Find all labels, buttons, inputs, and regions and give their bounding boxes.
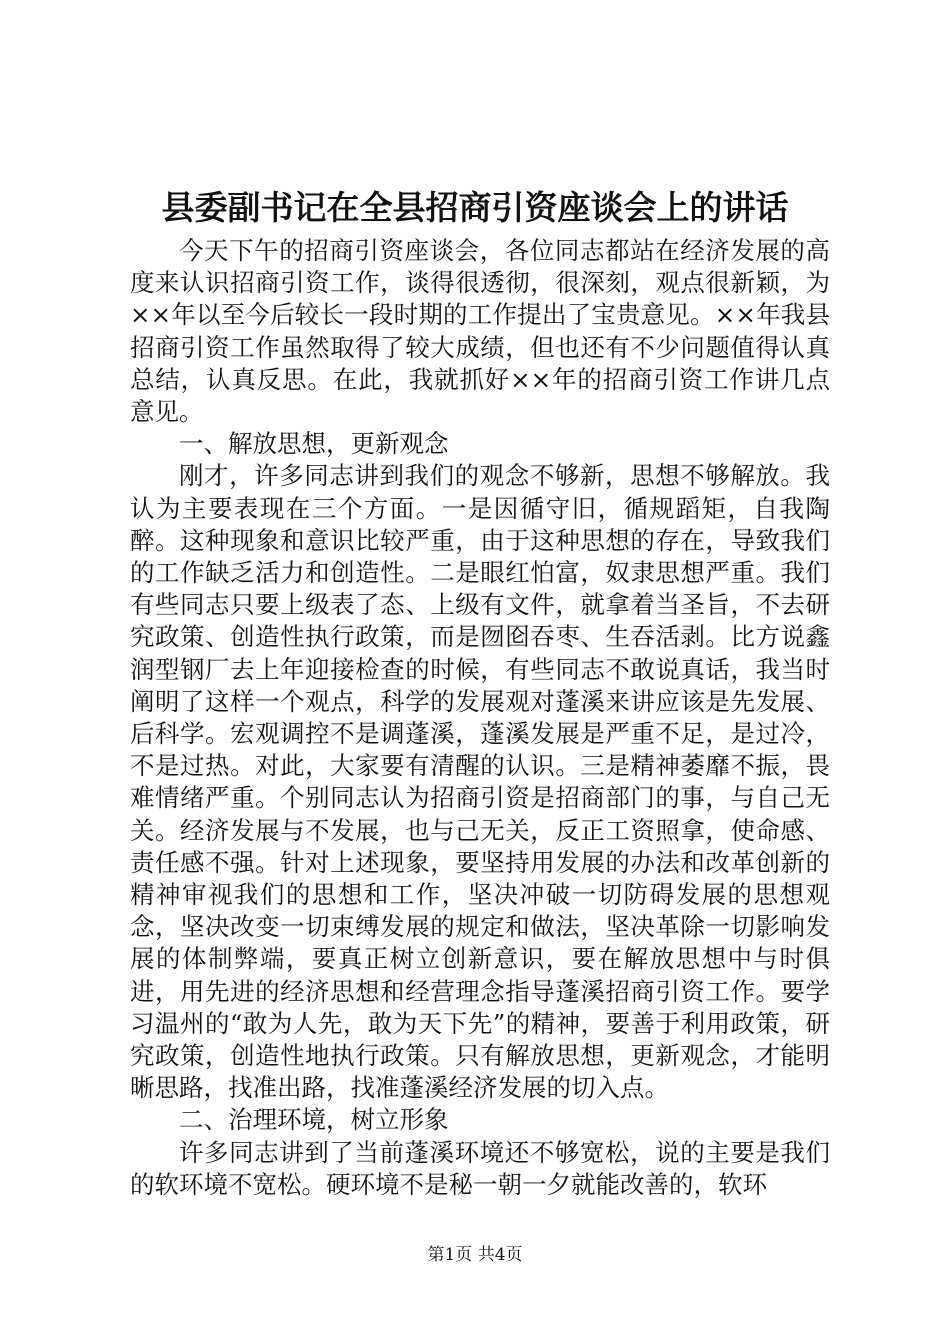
section-heading-2: 二、治理环境，树立形象: [179, 1105, 449, 1135]
paragraph-section-2: 许多同志讲到了当前蓬溪环境还不够宽松，说的主要是我们的软环境不宽松。硬环境不是秘一朝一夕就能改善的，软环: [130, 1137, 830, 1199]
section-heading-1: 一、解放思想，更新观念: [179, 429, 449, 459]
paragraph-section-1: 刚才，许多同志讲到我们的观念不够新，思想不够解放。我认为主要表现在三个方面。一是因循守旧，循规蹈矩，自我陶醉。这种现象和意识比较严重，由于这种思想的存在，导致我们的工作缺乏活力和创造性。二是眼红怕富，奴隶思想严重。我们有些同志只要上级表了态、上级有文件，就拿着当圣旨，不去研究政策、创造性执行政策，而是囫囵吞枣、生吞活剥。比方说鑫润型钢厂去上年迎接检查的时候，有些同志不敢说真话，我当时阐明了这样一个观点，科学的发展观对蓬溪来讲应该是先发展、后科学。宏观调控不是调蓬溪，蓬溪发展是严重不足，是过冷，不是过热。对此，大家要有清醒的认识。三是精神萎靡不振，畏难情绪严重。个别同志认为招商引资是招商部门的事，与自己无关。经济发展与不发展，也与己无关，反正工资照拿，使命感、责任感不强。针对上述现象，要坚持用发展的办法和改革创新的精神审视我们的思想和工作，坚决冲破一切防碍发展的思想观念，坚决改变一切束缚发展的规定和做法，坚决革除一切影响发展的体制弊端，要真正树立创新意识，要在解放思想中与时俱进，用先进的经济思想和经营理念指导蓬溪招商引资工作。要学习温州的“敢为人先，敢为天下先”的精神，要善于利用政策，研究政策，创造性地执行政策。只有解放思想，更新观念，才能明晰思路，找准出路，找准蓬溪经济发展的切入点。: [130, 461, 830, 1103]
page-footer: 第1页 共4页: [427, 1245, 523, 1265]
paragraph-intro: 今天下午的招商引资座谈会，各位同志都站在经济发展的高度来认识招商引资工作，谈得很透彻，很深刻，观点很新颖，为××年以至今后较长一段时期的工作提出了宝贵意见。××年我县招商引资工作虽然取得了较大成绩，但也还有不少问题值得认真总结，认真反思。在此，我就抓好××年的招商引资工作讲几点意见。: [130, 236, 830, 427]
document-body: [130, 235, 830, 1201]
document-title: 县委副书记在全县招商引资座谈会上的讲话: [161, 188, 789, 227]
